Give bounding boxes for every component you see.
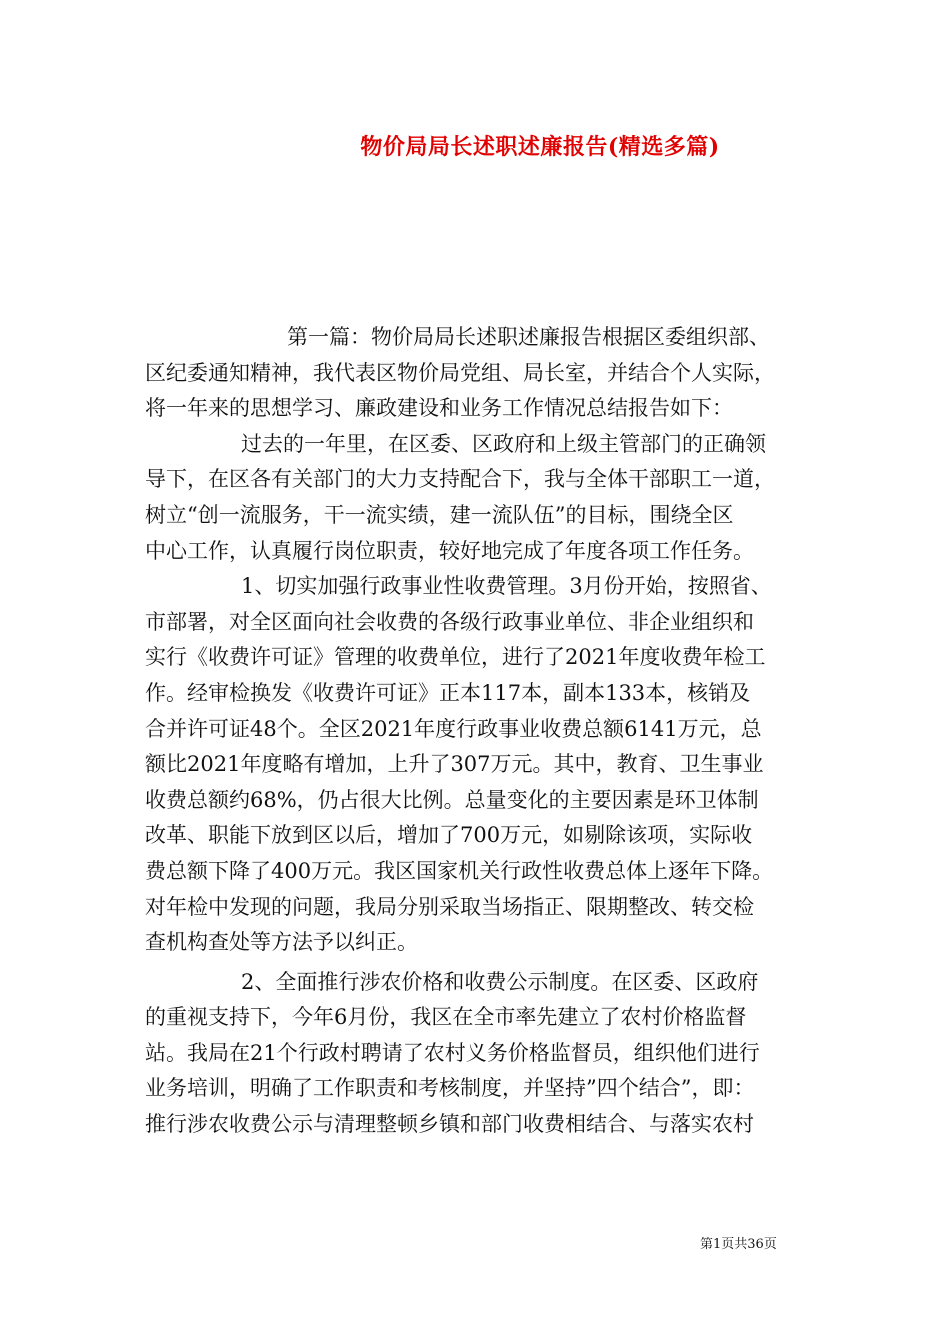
paragraph-3-line-2: 市部署，对全区面向社会收费的各级行政事业单位、非企业组织和 xyxy=(145,609,754,634)
paragraph-4-line-1: 2、全面推行涉农价格和收费公示制度。在区委、区政府 xyxy=(241,969,759,994)
paragraph-1-line-3: 将一年来的思想学习、廉政建设和业务工作情况总结报告如下： xyxy=(145,396,733,421)
paragraph-2-line-3: 树立“创一流服务，干一流实绩，建一流队伍”的目标，围绕全区 xyxy=(145,502,734,527)
paragraph-4-line-3: 站。我局在21个行政村聘请了农村义务价格监督员，组织他们进行 xyxy=(145,1040,760,1065)
paragraph-3-line-9: 费总额下降了400万元。我区国家机关行政性收费总体上逐年下降。 xyxy=(145,858,774,883)
document-body xyxy=(145,320,825,1143)
paragraph-1-line-1: 第一篇：物价局局长述职述廉报告根据区委组织部、 xyxy=(287,325,770,349)
paragraph-2-line-2: 导下，在区各有关部门的大力支持配合下，我与全体干部职工一道， xyxy=(145,467,775,492)
paragraph-1-line-2: 区纪委通知精神，我代表区物价局党组、局长室，并结合个人实际， xyxy=(145,360,775,385)
paragraph-3-line-4: 作。经审检换发《收费许可证》正本117本，副本133本，核销及 xyxy=(145,680,751,705)
paragraph-4-line-4: 业务培训，明确了工作职责和考核制度，并坚持”四个结合”，即： xyxy=(145,1076,755,1101)
paragraph-2-line-4: 中心工作，认真履行岗位职责，较好地完成了年度各项工作任务。 xyxy=(145,538,754,563)
paragraph-4-line-5: 推行涉农收费公示与清理整顿乡镇和部门收费相结合、与落实农村 xyxy=(145,1112,754,1137)
paragraph-4-line-2: 的重视支持下，今年6月份，我区在全市率先建立了农村价格监督 xyxy=(145,1005,747,1030)
paragraph-2-line-1: 过去的一年里，在区委、区政府和上级主管部门的正确领 xyxy=(241,431,766,456)
paragraph-3-line-10: 对年检中发现的问题，我局分别采取当场指正、限期整改、转交检 xyxy=(145,894,754,919)
paragraph-3-line-6: 额比2021年度略有增加，上升了307万元。其中，教育、卫生事业 xyxy=(145,752,764,777)
paragraph-3-line-5: 合并许可证48个。全区2021年度行政事业收费总额6141万元，总 xyxy=(145,716,762,741)
paragraph-3-line-8: 改革、职能下放到区以后，增加了700万元，如剔除该项，实际收 xyxy=(145,823,753,848)
document-title: 物价局局长述职述廉报告(精选多篇) xyxy=(360,134,720,160)
page-number-footer: 第1页共36页 xyxy=(700,1237,777,1252)
paragraph-3-line-3: 实行《收费许可证》管理的收费单位，进行了2021年度收费年检工 xyxy=(145,645,766,670)
paragraph-3-line-11: 查机构查处等方法予以纠正。 xyxy=(145,930,418,955)
paragraph-3-line-1: 1、切实加强行政事业性收费管理。3月份开始，按照省、 xyxy=(241,574,772,599)
paragraph-3-line-7: 收费总额约68%，仍占很大比例。总量变化的主要因素是环卫体制 xyxy=(145,787,759,812)
